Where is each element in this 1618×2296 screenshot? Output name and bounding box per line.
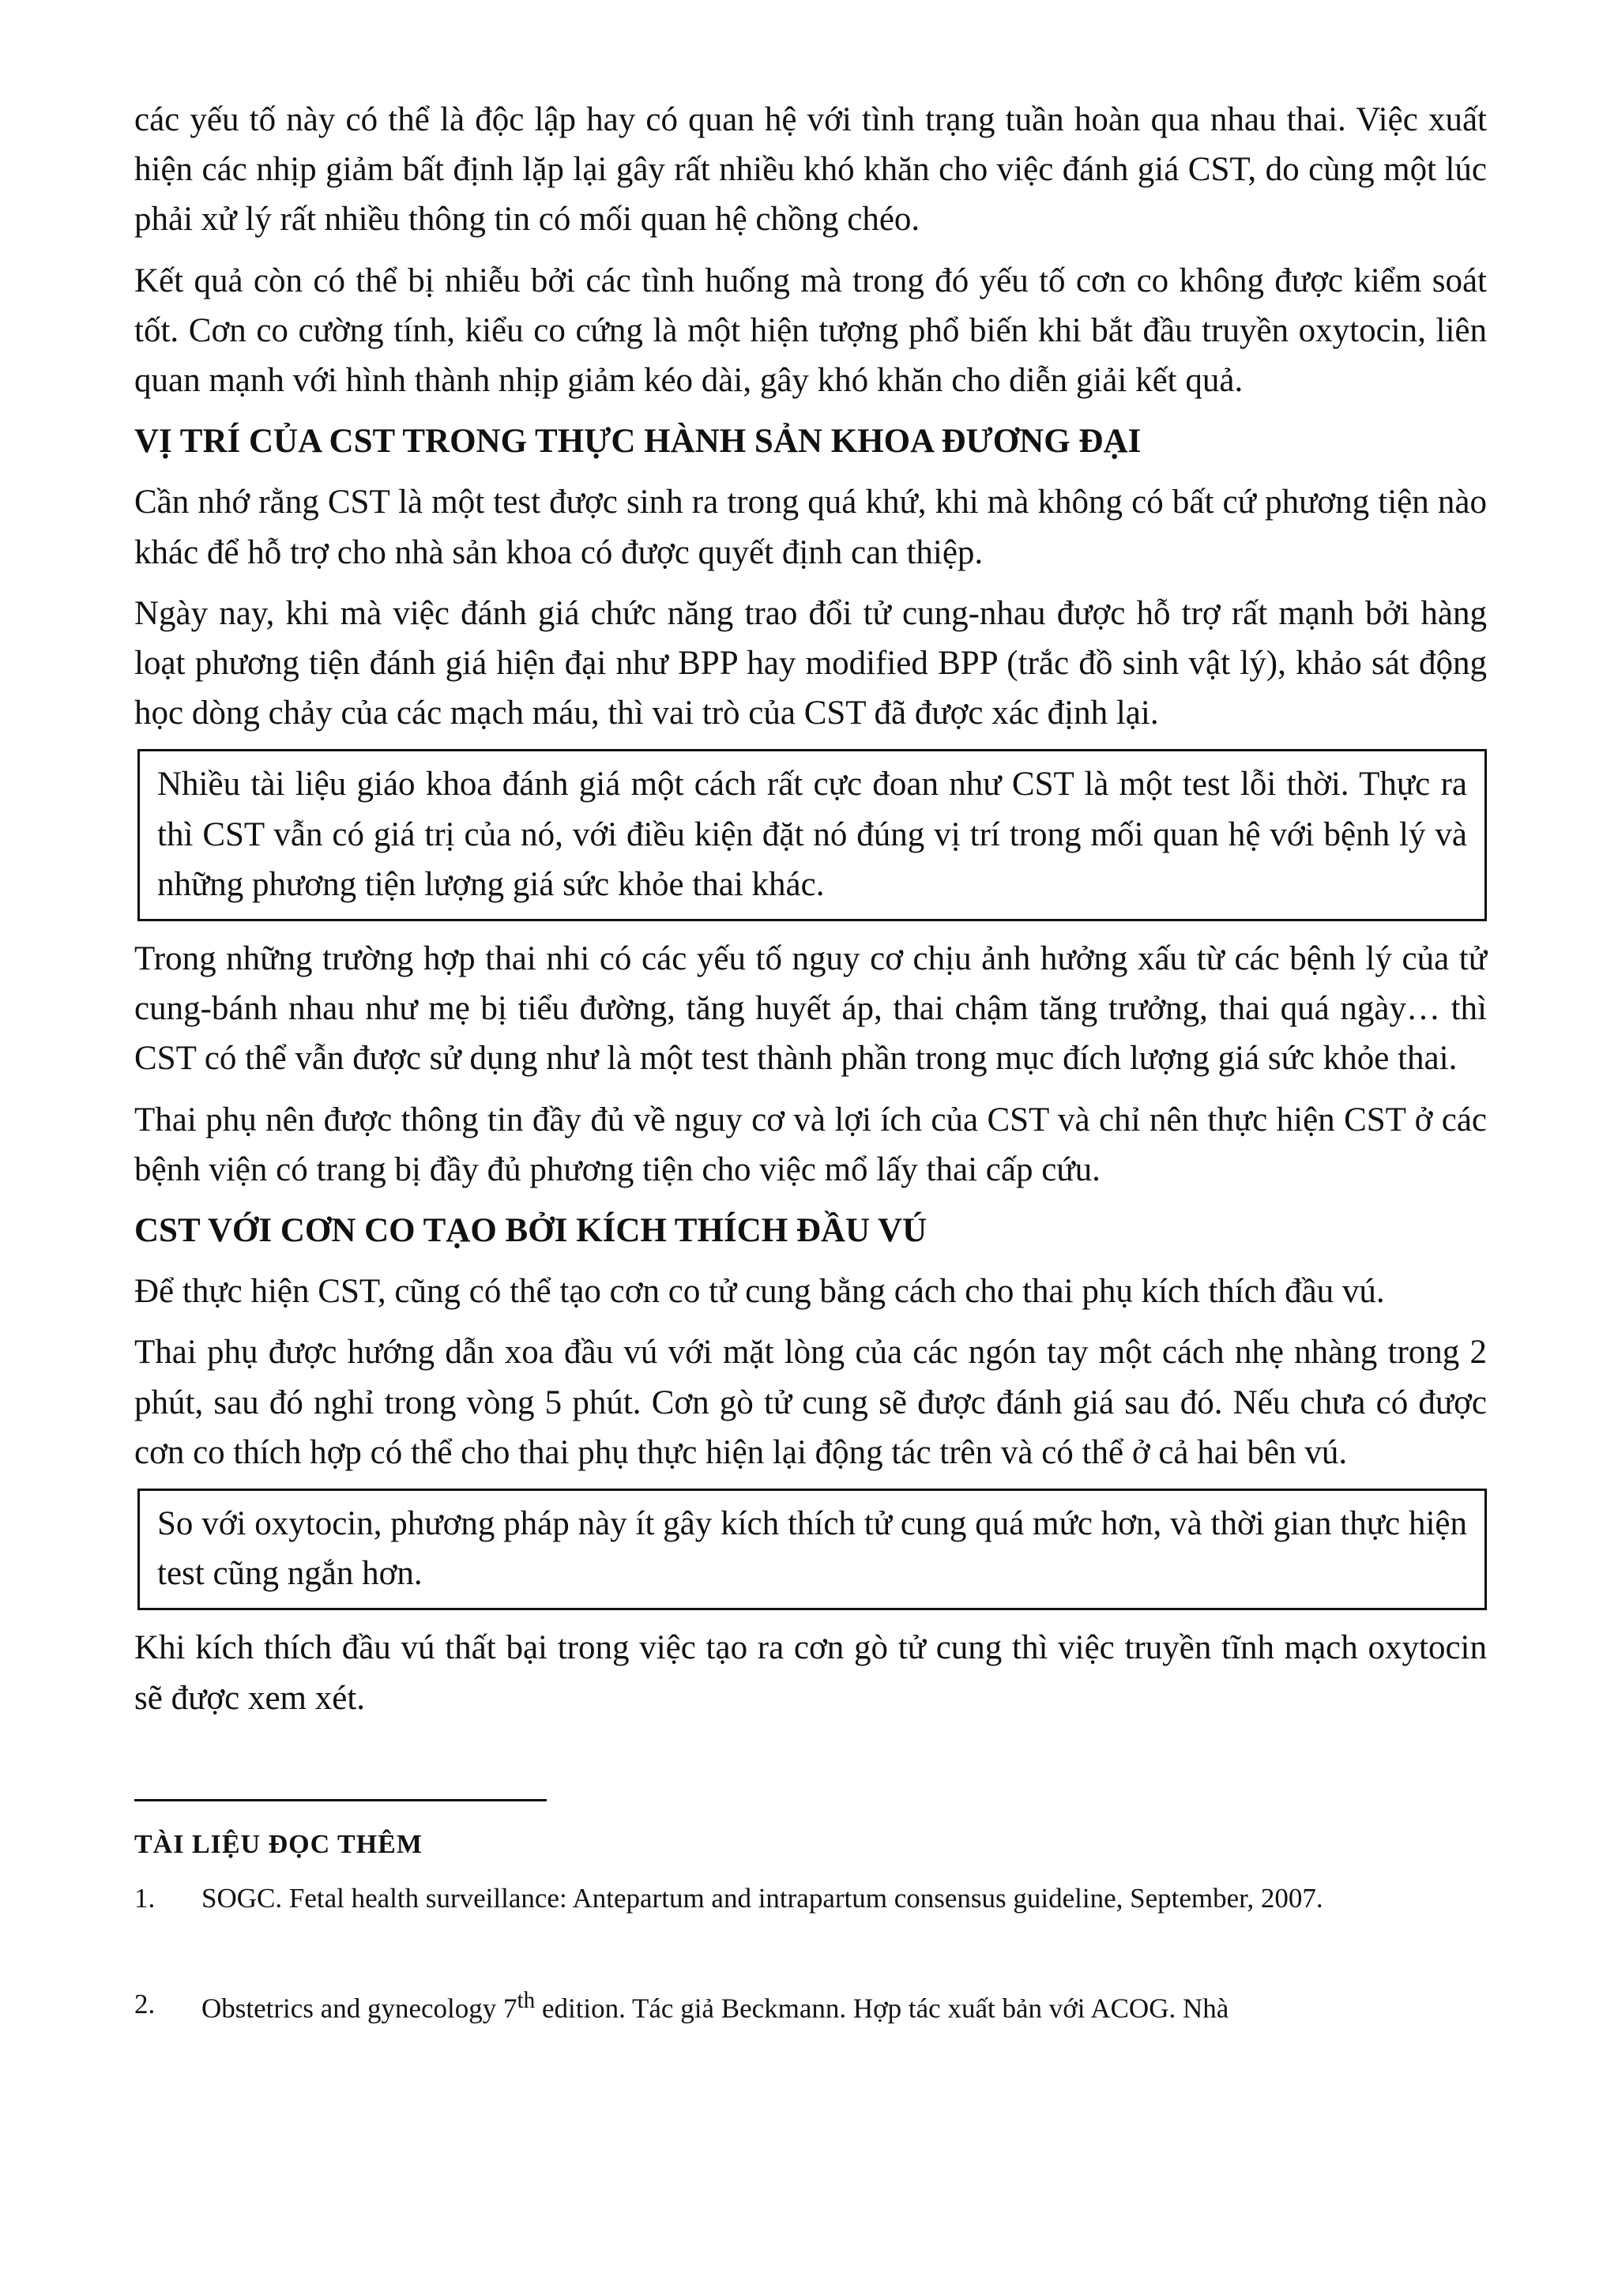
paragraph-patient-info: Thai phụ nên được thông tin đầy đủ về nguy cơ và lợi ích của CST và chỉ nên thực hiện CST ở các bệnh viện có trang bị đầy đủ phương tiện cho việc mổ lấy thai cấp cứu. <box>134 1101 1487 1188</box>
reference-number: 1. <box>134 1882 156 1914</box>
references-heading: TÀI LIỆU ĐỌC THÊM <box>134 1829 423 1859</box>
reference-text: SOGC. Fetal health surveillance: Antepartum and intrapartum consensus guideline, September, 2007. <box>201 1882 1323 1914</box>
paragraph-nipple-procedure: Thai phụ được hướng dẫn xoa đầu vú với mặt lòng của các ngón tay một cách nhẹ nhàng trong 2 phút, sau đó nghỉ trong vòng 5 phút. Cơn gò tử cung sẽ được đánh giá sau đó. Nếu chưa có được cơn co thích hợp có thể cho thai phụ thực hiện lại động tác trên và có thể ở cả hai bên vú. <box>134 1334 1487 1471</box>
callout-box-outdated <box>137 749 1487 921</box>
reference-text-part: Obstetrics and gynecology 7 <box>201 1993 517 2024</box>
paragraph-nipple-intro: Để thực hiện CST, cũng có thể tạo cơn co tử cung bằng cách cho thai phụ kích thích đầu vú. <box>134 1273 1385 1311</box>
paragraph-oxytocin-fallback: Khi kích thích đầu vú thất bại trong việc tạo ra cơn gò tử cung thì việc truyền tĩnh mạch oxytocin sẽ được xem xét. <box>134 1629 1487 1717</box>
reference-item <box>134 1877 1487 1920</box>
reference-item <box>134 1983 1487 2031</box>
callout-text: So với oxytocin, phương pháp này ít gây kích thích tử cung quá mức hơn, và thời gian thực hiện test cũng ngắn hơn. <box>157 1505 1467 1593</box>
reference-number: 2. <box>134 1989 156 2020</box>
callout-box-oxytocin <box>137 1489 1487 1610</box>
footnote-divider <box>134 1799 547 1801</box>
section-heading-nipple-stimulation: CST VỚI CƠN CO TẠO BỞI KÍCH THÍCH ĐẦU VÚ <box>134 1212 928 1250</box>
paragraph-noise: Kết quả còn có thể bị nhiễu bởi các tình huống mà trong đó yếu tố cơn co không được kiểm soát tốt. Cơn co cường tính, kiểu co cứng là một hiện tượng phổ biến khi bắt đầu truyền oxytocin, liên quan mạnh với hình thành nhịp giảm kéo dài, gây khó khăn cho diễn giải kết quả. <box>134 262 1487 400</box>
reference-text-part: edition. Tác giả Beckmann. Hợp tác xuất bản với ACOG. Nhà <box>535 1993 1229 2024</box>
callout-text: Nhiều tài liệu giáo khoa đánh giá một cách rất cực đoan như CST là một test lỗi thời. Thực ra thì CST vẫn có giá trị của nó, với điều kiện đặt nó đúng vị trí trong mối quan hệ với bệnh lý và những phương tiện lượng giá sức khỏe thai khác. <box>157 766 1467 903</box>
paragraph-modern-methods: Ngày nay, khi mà việc đánh giá chức năng trao đổi tử cung-nhau được hỗ trợ rất mạnh bởi hàng loạt phương tiện đánh giá hiện đại như BPP hay modified BPP (trắc đồ sinh vật lý), khảo sát động học dòng chảy của các mạch máu, thì vai trò của CST đã được xác định lại. <box>134 594 1487 732</box>
paragraph-circulation: các yếu tố này có thể là độc lập hay có quan hệ với tình trạng tuần hoàn qua nhau thai. Việc xuất hiện các nhịp giảm bất định lặp lại gây rất nhiều khó khăn cho việc đánh giá CST, do cùng một lúc phải xử lý rất nhiều thông tin có mối quan hệ chồng chéo. <box>134 101 1487 239</box>
reference-text <box>201 1983 1487 2031</box>
paragraph-cst-history: Cần nhớ rằng CST là một test được sinh ra trong quá khứ, khi mà không có bất cứ phương tiện nào khác để hỗ trợ cho nhà sản khoa có được quyết định can thiệp. <box>134 484 1487 571</box>
edition-superscript: th <box>517 1988 536 2014</box>
paragraph-risk-factors: Trong những trường hợp thai nhi có các yếu tố nguy cơ chịu ảnh hưởng xấu từ các bệnh lý của tử cung-bánh nhau như mẹ bị tiểu đường, tăng huyết áp, thai chậm tăng trưởng, thai quá ngày… thì CST có thể vẫn được sử dụng như là một test thành phần trong mục đích lượng giá sức khỏe thai. <box>134 940 1487 1078</box>
section-heading-cst-position: VỊ TRÍ CỦA CST TRONG THỰC HÀNH SẢN KHOA ĐƯƠNG ĐẠI <box>134 423 1142 461</box>
document-page <box>134 95 1487 2031</box>
